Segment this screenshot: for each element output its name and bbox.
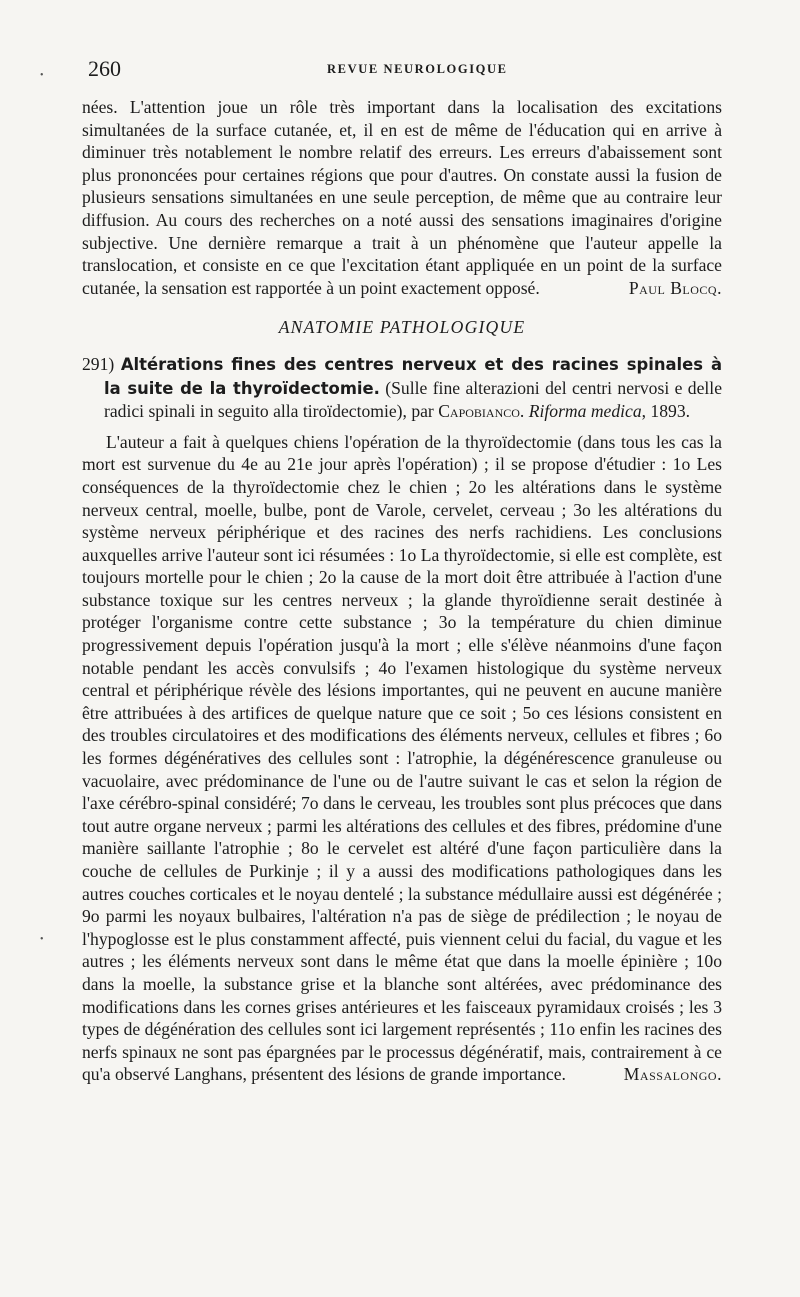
article-title: Altérations fines des centres nerveux et des racines spinales à la suite de la thyroïdectomie. (104, 354, 723, 398)
article-header (82, 353, 722, 423)
section-heading: ANATOMIE PATHOLOGIQUE (278, 317, 526, 338)
article-original-title: (Sulle fine alterazioni del centri nervosi e delle radici spinali in seguito alla tiroïdectomie), par (104, 377, 722, 422)
article-number: 291) (82, 353, 115, 374)
page-number: 260 (88, 56, 121, 81)
article-author: Capobianco. (438, 401, 525, 422)
article-year: , 1893. (641, 401, 691, 422)
journal-running-title: REVUE NEUROLOGIQUE (327, 62, 508, 76)
continuation-signature: Paul Blocq. (628, 277, 722, 298)
margin-dot: • (40, 934, 44, 945)
continuation-paragraph (82, 96, 722, 299)
article-signature: Massalongo. (623, 1064, 722, 1085)
margin-dot: • (40, 70, 44, 81)
page-body (82, 96, 722, 1086)
continuation-text: nées. L'attention joue un rôle très important dans la localisation des excitations simultanées de la surface cutanée, et, il en est de même de l'éducation qui en arrive à diminuer très notablement le nombre relatif des erreurs. Les erreurs d'abaissement sont plus prononcées pour certaines régions que pour d'autres. On constate aussi la fusion de plusieurs sensations simultanées en une seule perception, de même que au contraire leur diffusion. Au cours des recherches on a noté aussi des sensations imaginaires d'origine subjective. Une dernière remarque a trait à un phénomène que l'auteur appelle la translocation, et consiste en ce que l'excitation étant appliquée en un point de la surface cutanée, la sensation est rapportée à un point exactement opposé. (82, 97, 722, 298)
article-body (82, 431, 722, 1086)
running-head (82, 56, 722, 82)
article-journal: Riforma medica (528, 401, 642, 422)
article-body-text: L'auteur a fait à quelques chiens l'opération de la thyroïdectomie (dans tous les cas la mort est survenue du 4e au 21e jour après l'opération) ; il se propose d'étudier : 1o Les conséquences de la thyroïdectomie chez le chien ; 2o les altérations dans le système nerveux central, moelle, bulbe, pont de Varole, cervelet, cerveau ; 3o les altérations du système nerveux périphérique et des racines des nerfs rachidiens. Les conclusions auxquelles arrive l'auteur sont ici résumées : 1o La thyroïdectomie, si elle est complète, est toujours mortelle pour le chien ; 2o la cause de la mort doit être attribuée à l'action d'une substance toxique sur les centres nerveux ; la glande thyroïdienne serait destinée à protéger l'organisme contre cette substance ; 3o la température du chien diminue progressivement depuis l'opération jusqu'à la mort ; elle s'élève néanmoins d'une façon notable pendant les accès convulsifs ; 4o l'examen histologique du système nerveux central et périphérique révèle des lésions importantes, qui ne peuvent en aucune manière être attribuées à des artifices de quelque nature que ce soit ; 5o ces lésions consistent en des troubles circulatoires et des modifications des éléments nerveux, cellules et fibres ; 6o les formes dégénératives des cellules sont : l'atrophie, la dégénérescence granuleuse ou vacuolaire, avec prédominance de l'une ou de l'autre suivant le cas et selon la région de l'axe cérébro-spinal considéré; 7o dans le cerveau, les troubles sont plus précoces que dans tout autre organe nerveux ; parmi les altérations des cellules et des fibres, prédomine d'une manière saillante l'atrophie ; 8o le cervelet est altéré d'une façon particulière dans la couche de cellules de Purkinje ; il y a aussi des modifications pathologiques dans les autres couches corticales et le noyau dentelé ; la substance médullaire aussi est dégénérée ; 9o parmi les noyaux bulbaires, l'altération n'a pas de siège de prédilection ; le noyau de l'hypoglosse est le plus constamment affecté, puis viennent celui du facial, du vague et les autres ; les éléments nerveux sont dans le même état que dans la moelle épinière ; 10o dans la moelle, la substance grise et la blanche sont altérées, avec prédominance des modifications dans les cornes grises antérieures et les faisceaux pyramidaux croisés ; les 3 types de dégénération des cellules sont ici largement représentés ; 11o enfin les racines des nerfs spinaux ne sont pas épargnées par le processus dégénératif, mais, contrairement à ce qu'a observé Langhans, présentent des lésions de grande importance. (82, 431, 722, 1085)
